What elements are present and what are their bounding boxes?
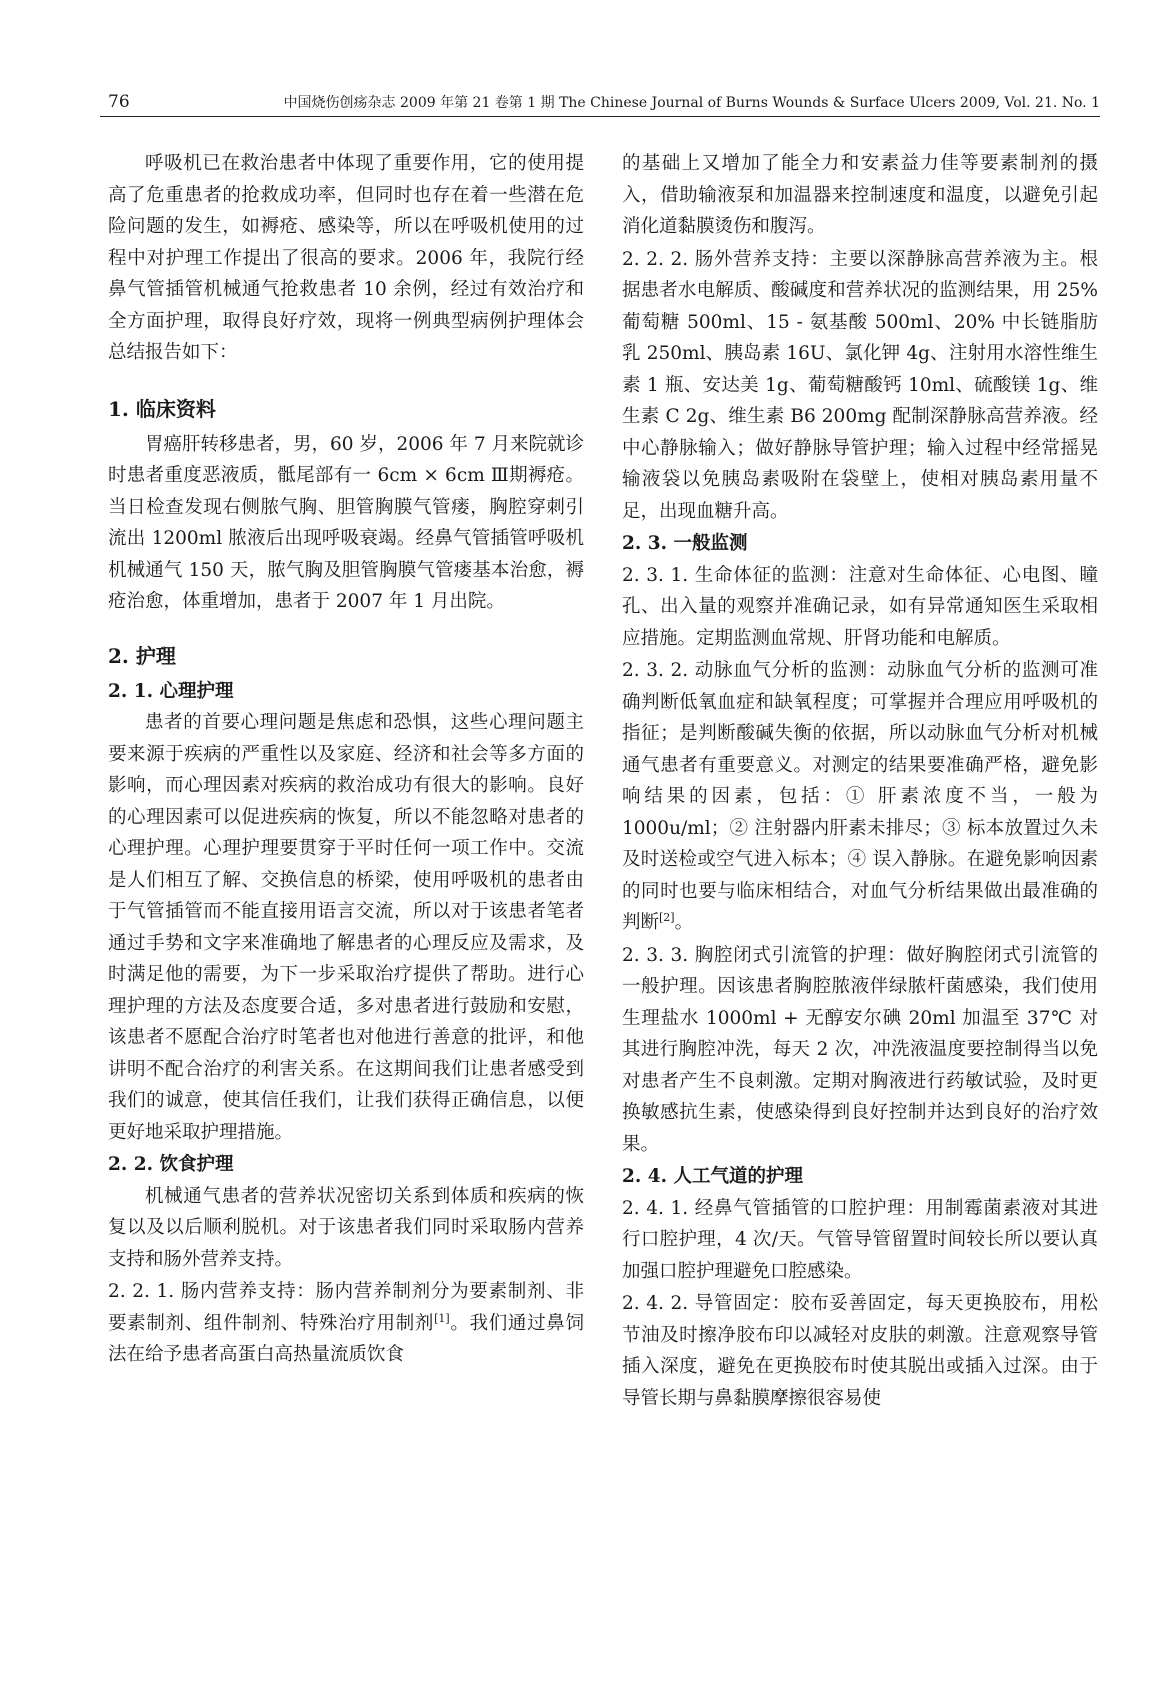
chest-label: 2. 3. 3. 胸腔闭式引流管的护理：	[622, 944, 907, 966]
chest-drain-paragraph	[622, 940, 1098, 1161]
oral-care-paragraph	[622, 1193, 1098, 1288]
clinical-paragraph: 胃癌肝转移患者，男，60 岁，2006 年 7 月来院就诊时患者重度恶液质，骶尾部有一 6cm × 6cm Ⅲ期褥疮。当日检查发现右侧脓气胸、胆管胸膜气管瘘，胸腔穿刺引流出 1200ml 脓液后出现呼吸衰竭。经鼻气管插管呼吸机机械通气 150 天，脓气胸及胆管胸膜气管瘘基本治愈，褥疮治愈，体重增加，患者于 2007 年 1 月出院。	[108, 433, 584, 612]
enteral-paragraph	[108, 1276, 584, 1371]
section-heading-clinical: 1. 临床资料	[108, 396, 216, 421]
journal-running-head: 中国烧伤创疡杂志 2009 年第 21 卷第 1 期 The Chinese Journal of Burns Wounds & Surface Ulcers 2009, Vol. 21. No. 1	[283, 95, 1100, 111]
page-number: 76	[108, 92, 130, 112]
abg-tail: 。	[674, 912, 694, 933]
subsection-heading-airway: 2. 4. 人工气道的护理	[622, 1166, 804, 1187]
abg-paragraph	[622, 655, 1098, 939]
parenteral-label: 2. 2. 2. 肠外营养支持：	[622, 248, 830, 270]
parenteral-paragraph	[622, 244, 1098, 528]
oral-label: 2. 4. 1. 经鼻气管插管的口腔护理：	[622, 1197, 926, 1219]
left-column	[108, 148, 584, 1372]
chest-text: 做好胸腔闭式引流管的一般护理。因该患者胸腔脓液伴绿脓杆菌感染，我们使用生理盐水 1000ml + 无醇安尔碘 20ml 加温至 37℃ 对其进行胸腔冲洗，每天 2 次，冲洗液温度要控制得当以免对患者产生不良刺激。定期对胸液进行药敏试验，及时更换敏感抗生素，使感染得到良好控制并达到良好的治疗效果。	[622, 944, 1098, 1155]
diet-paragraph: 机械通气患者的营养状况密切关系到体质和疾病的恢复以及以后顺利脱机。对于该患者我们同时采取肠内营养支持和肠外营养支持。	[108, 1185, 584, 1270]
vital-paragraph	[622, 560, 1098, 655]
enteral-tail: 。我们通过鼻饲法在给予患者高蛋白高热量流质饮食	[108, 1312, 584, 1365]
abg-label: 2. 3. 2. 动脉血气分析的监测：	[622, 660, 888, 681]
vital-text: 注意对生命体征、心电图、瞳孔、出入量的观察并准确记录，如有异常通知医生采取相应措施。定期监测血常规、肝肾功能和电解质。	[622, 564, 1098, 649]
running-header	[100, 92, 1100, 117]
abg-text: 动脉血气分析的监测可准确判断低氧血症和缺氧程度；可掌握并合理应用呼吸机的指征；是判断酸碱失衡的依据，所以动脉血气分析对机械通气患者有重要意义。对测定的结果要准确严格，避免影响结果的因素，包括：① 肝素浓度不当，一般为 1000u/ml；② 注射器内肝素未排尽；③ 标本放置过久未及时送检或空气进入标本；④ 误入静脉。在避免影响因素的同时也要与临床相结合，对血气分析结果做出最准确的判断	[622, 660, 1098, 933]
citation-1: [1]	[434, 1311, 450, 1325]
subsection-heading-monitor: 2. 3. 一般监测	[622, 533, 748, 554]
enteral-continued: 的基础上又增加了能全力和安素益力佳等要素制剂的摄入，借助输液泵和加温器来控制速度和温度，以避免引起消化道黏膜烫伤和腹泻。	[622, 153, 1098, 237]
citation-2: [2]	[659, 910, 675, 924]
enteral-text: 肠内营养制剂分为要素制剂、非要素制剂、组件制剂、特殊治疗用制剂	[108, 1281, 584, 1334]
subsection-heading-psych: 2. 1. 心理护理	[108, 680, 234, 702]
parenteral-text: 主要以深静脉高营养液为主。根据患者水电解质、酸碱度和营养状况的监测结果，用 25% 葡萄糖 500ml、15 - 氨基酸 500ml、20% 中长链脂肪乳 250ml、胰岛素 16U、氯化钾 4g、注射用水溶性维生素 1 瓶、安达美 1g、葡萄糖酸钙 10ml、硫酸镁 1g、维生素 C 2g、维生素 B6 200mg 配制深静脉高营养液。经中心静脉输入；做好静脉导管护理；输入过程中经常摇晃输液袋以免胰岛素吸附在袋壁上，使相对胰岛素用量不足，出现血糖升高。	[622, 248, 1098, 522]
fix-label: 2. 4. 2. 导管固定：	[622, 1293, 791, 1314]
right-column	[622, 148, 1098, 1415]
tube-fixation-paragraph	[622, 1288, 1098, 1414]
fix-text: 胶布妥善固定，每天更换胶布，用松节油及时擦净胶布印以减轻对皮肤的刺激。注意观察导管插入深度，避免在更换胶布时使其脱出或插入过深。由于导管长期与鼻黏膜摩擦很容易使	[622, 1293, 1098, 1409]
oral-text: 用制霉菌素液对其进行口腔护理，4 次/天。气管导管留置时间较长所以要认真加强口腔护理避免口腔感染。	[622, 1197, 1098, 1282]
intro-paragraph: 呼吸机已在救治患者中体现了重要作用，它的使用提高了危重患者的抢救成功率，但同时也存在着一些潜在危险问题的发生，如褥疮、感染等，所以在呼吸机使用的过程中对护理工作提出了很高的要求。2006 年，我院行经鼻气管插管机械通气抢救患者 10 余例，经过有效治疗和全方面护理，取得良好疗效，现将一例典型病例护理体会总结报告如下：	[108, 153, 584, 363]
psych-paragraph: 患者的首要心理问题是焦虑和恐惧，这些心理问题主要来源于疾病的严重性以及家庭、经济和社会等多方面的影响，而心理因素对疾病的救治成功有很大的影响。良好的心理因素可以促进疾病的恢复，所以不能忽略对患者的心理护理。心理护理要贯穿于平时任何一项工作中。交流是人们相互了解、交换信息的桥梁，使用呼吸机的患者由于气管插管而不能直接用语言交流，所以对于该患者笔者通过手势和文字来准确地了解患者的心理反应及需求，及时满足他的需要，为下一步采取治疗提供了帮助。进行心理护理的方法及态度要合适，多对患者进行鼓励和安慰，该患者不愿配合治疗时笔者也对他进行善意的批评，和他讲明不配合治疗的利害关系。在这期间我们让患者感受到我们的诚意，使其信任我们，让我们获得正确信息，以便更好地采取护理措施。	[108, 712, 584, 1143]
section-heading-nursing: 2. 护理	[108, 643, 176, 668]
subsection-heading-diet: 2. 2. 饮食护理	[108, 1154, 234, 1175]
enteral-label: 2. 2. 1. 肠内营养支持：	[108, 1281, 316, 1302]
vital-label: 2. 3. 1. 生命体征的监测：	[622, 564, 849, 586]
